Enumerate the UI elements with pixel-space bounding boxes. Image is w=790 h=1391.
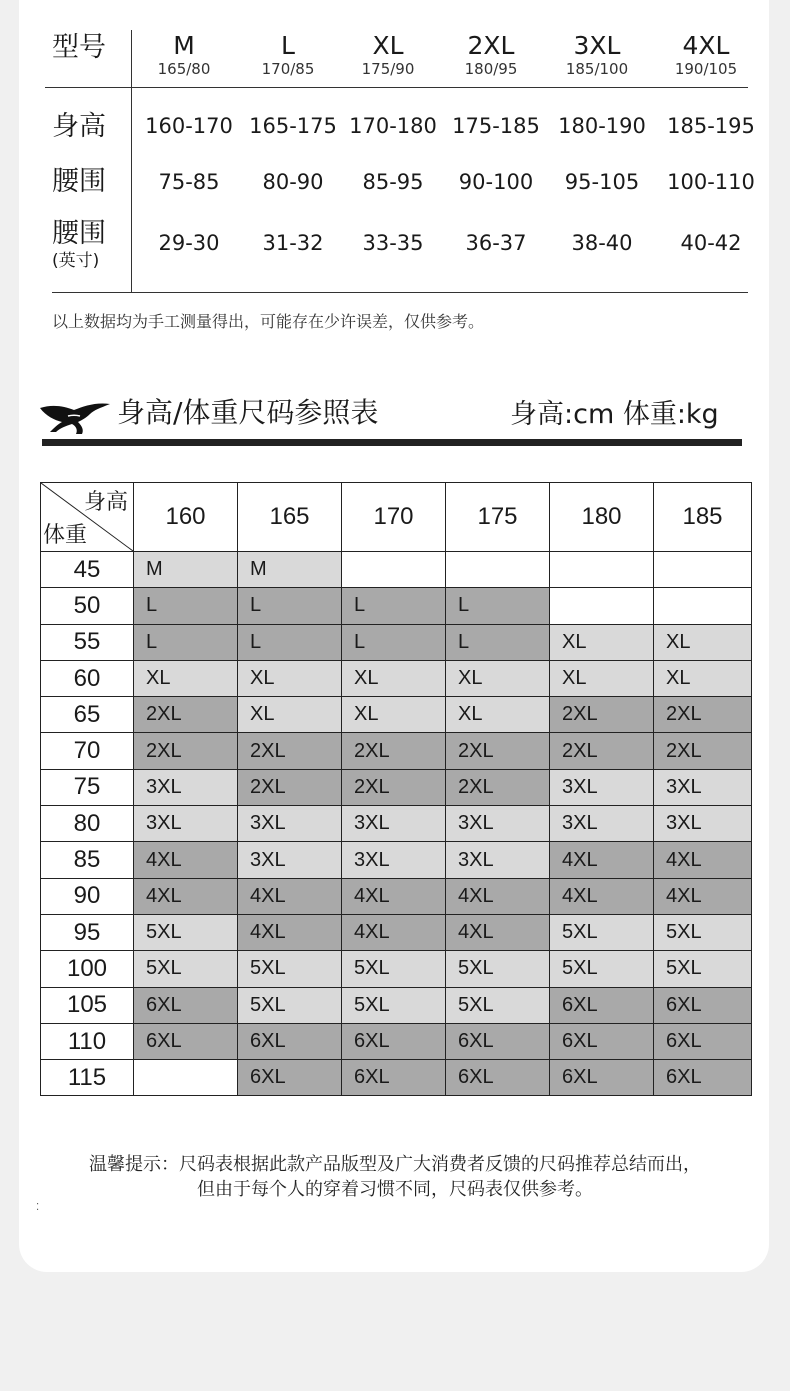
recommended-size-cell: 3XL [134,806,238,842]
weight-row [41,1023,752,1059]
weight-label-cell: 80 [41,806,134,842]
weight-label-cell: 50 [41,588,134,624]
recommended-size-cell: XL [238,697,342,733]
weight-label-cell: 100 [41,951,134,987]
recommended-size-cell: 3XL [550,806,654,842]
recommended-size-cell: 6XL [134,987,238,1023]
weight-label-cell: 60 [41,660,134,696]
recommended-size-cell: 3XL [654,769,752,805]
recommended-size-cell: 3XL [654,806,752,842]
recommended-size-cell [342,552,446,588]
height-header-cell: 175 [446,483,550,552]
recommended-size-cell: 5XL [238,951,342,987]
recommended-size-cell: 6XL [342,1023,446,1059]
size-name: L [281,31,295,60]
recommended-size-cell: 6XL [654,1023,752,1059]
recommended-size-cell: 5XL [134,951,238,987]
recommended-size-cell: 4XL [654,842,752,878]
size-column-header [438,32,544,78]
weight-row [41,878,752,914]
spec-value-cell: 165-175 [249,114,337,138]
spec-value-cell: 36-37 [465,231,527,255]
recommended-size-cell [654,552,752,588]
weight-row [41,1060,752,1096]
height-header-cell: 185 [654,483,752,552]
recommended-size-cell: 6XL [550,1023,654,1059]
recommended-size-cell: L [134,588,238,624]
recommended-size-cell: 3XL [238,806,342,842]
size-code: 180/95 [464,60,518,78]
recommended-size-cell: L [238,588,342,624]
recommended-size-cell: 3XL [342,842,446,878]
unit-label: 身高:cm 体重:kg [510,399,719,430]
recommended-size-cell: 3XL [446,806,550,842]
weight-label-cell: 70 [41,733,134,769]
spec-value-cell: 80-90 [262,170,324,194]
size-code: 175/90 [361,60,415,78]
weight-row [41,624,752,660]
weight-label-cell: 105 [41,987,134,1023]
recommended-size-cell: XL [134,660,238,696]
size-spec-table [0,0,790,340]
spec-value-cell: 85-95 [362,170,424,194]
size-name: 3XL [573,31,621,60]
weight-label-cell: 110 [41,1023,134,1059]
weight-label-cell: 65 [41,697,134,733]
section-title: 身高/体重尺码参照表 [117,396,379,429]
recommended-size-cell: XL [342,697,446,733]
recommended-size-cell: 2XL [238,769,342,805]
recommended-size-cell: 4XL [238,878,342,914]
recommended-size-cell: 4XL [342,914,446,950]
tip-line-1: 温馨提示：尺码表根据此款产品版型及广大消费者反馈的尺码推荐总结而出， [89,1154,701,1175]
recommended-size-cell: 5XL [134,914,238,950]
recommended-size-cell: 4XL [550,878,654,914]
weight-label-cell: 85 [41,842,134,878]
spec-value-cell: 31-32 [262,231,324,255]
recommended-size-cell: 2XL [550,733,654,769]
spec-row-label: 腰围 [52,166,106,197]
recommended-size-cell: 5XL [446,951,550,987]
recommended-size-cell: 6XL [654,987,752,1023]
size-code: 165/80 [157,60,211,78]
recommended-size-cell: 5XL [654,914,752,950]
spec-value-cell: 40-42 [680,231,742,255]
weight-row [41,697,752,733]
recommended-size-cell: 2XL [654,697,752,733]
size-column-header [131,32,237,78]
recommended-size-cell: 5XL [550,951,654,987]
height-header-cell: 170 [342,483,446,552]
size-column-header [335,32,441,78]
recommended-size-cell [446,552,550,588]
weight-label-cell: 115 [41,1060,134,1096]
recommended-size-cell: 5XL [238,987,342,1023]
recommended-size-cell: XL [550,660,654,696]
weight-label-cell: 45 [41,552,134,588]
recommended-size-cell: XL [550,624,654,660]
recommended-size-cell: 5XL [342,987,446,1023]
recommended-size-cell: 3XL [342,806,446,842]
height-header-cell: 160 [134,483,238,552]
tip-line-2: 但由于每个人的穿着习惯不同，尺码表仅供参考。 [197,1179,593,1200]
recommended-size-cell: 4XL [238,914,342,950]
recommended-size-cell: XL [446,697,550,733]
weight-row [41,552,752,588]
size-column-header [653,32,759,78]
recommended-size-cell: 6XL [238,1060,342,1096]
recommended-size-cell: XL [238,660,342,696]
spec-value-cell: 100-110 [667,170,755,194]
recommended-size-cell: M [238,552,342,588]
spec-value-cell: 75-85 [158,170,220,194]
recommended-size-cell: 5XL [342,951,446,987]
recommended-size-cell: 2XL [446,733,550,769]
corner-height-label: 身高 [83,489,128,514]
spec-header-divider [45,87,748,88]
spec-value-cell: 160-170 [145,114,233,138]
recommended-size-cell [550,552,654,588]
recommended-size-cell: XL [342,660,446,696]
size-name: M [173,31,195,60]
recommended-size-cell: 6XL [342,1060,446,1096]
recommended-size-cell: L [446,588,550,624]
recommended-size-cell: 5XL [446,987,550,1023]
spec-value-cell: 38-40 [571,231,633,255]
height-header-cell: 180 [550,483,654,552]
recommended-size-cell: 4XL [654,878,752,914]
recommended-size-cell: 3XL [134,769,238,805]
recommended-size-cell: 2XL [446,769,550,805]
recommended-size-cell: 2XL [134,697,238,733]
recommended-size-cell: 2XL [550,697,654,733]
spec-value-cell: 90-100 [458,170,534,194]
weight-row [41,660,752,696]
weight-row [41,842,752,878]
weight-row [41,914,752,950]
recommended-size-cell: 2XL [238,733,342,769]
recommended-size-cell: 4XL [446,878,550,914]
recommended-size-cell: 4XL [550,842,654,878]
recommended-size-cell: M [134,552,238,588]
recommended-size-cell: L [446,624,550,660]
spec-value-cell: 170-180 [349,114,437,138]
spec-row-label-main: 腰围 [52,218,106,249]
weight-row [41,806,752,842]
recommended-size-cell: 3XL [550,769,654,805]
recommended-size-cell: 2XL [342,769,446,805]
recommended-size-cell: L [342,624,446,660]
spec-value-cell: 180-190 [558,114,646,138]
recommended-size-cell: L [134,624,238,660]
recommended-size-cell: XL [654,660,752,696]
spec-row-label-sub: (英寸) [52,251,100,271]
weight-row [41,951,752,987]
size-column-header [544,32,650,78]
weight-label-cell: 75 [41,769,134,805]
recommended-size-cell: 6XL [654,1060,752,1096]
recommended-size-cell: 6XL [550,1060,654,1096]
spec-value-cell: 185-195 [667,114,755,138]
recommended-size-cell [654,588,752,624]
recommended-size-cell: 2XL [342,733,446,769]
spec-value-cell: 175-185 [452,114,540,138]
section-underline [42,439,742,446]
weight-row [41,769,752,805]
recommended-size-cell: 6XL [446,1023,550,1059]
corner-weight-label: 体重 [43,522,88,547]
size-column-header [235,32,341,78]
recommended-size-cell: 4XL [342,878,446,914]
recommended-size-cell: XL [654,624,752,660]
model-label: 型号 [52,32,106,63]
recommended-size-cell: 5XL [550,914,654,950]
weight-row [41,987,752,1023]
recommended-size-cell: 2XL [134,733,238,769]
recommended-size-cell [550,588,654,624]
weight-row [41,733,752,769]
spec-value-cell: 29-30 [158,231,220,255]
recommended-size-cell: L [238,624,342,660]
size-code: 190/105 [674,60,738,78]
recommended-size-cell: L [342,588,446,624]
size-code: 185/100 [565,60,629,78]
size-name: 4XL [682,31,730,60]
recommended-size-cell: 4XL [446,914,550,950]
height-header-cell: 165 [238,483,342,552]
weight-label-cell: 95 [41,914,134,950]
recommended-size-cell: XL [446,660,550,696]
recommended-size-cell: 4XL [134,878,238,914]
recommended-size-cell: 4XL [134,842,238,878]
weight-row [41,588,752,624]
grid-corner-cell [41,483,134,552]
recommended-size-cell: 6XL [550,987,654,1023]
spec-value-cell: 33-35 [362,231,424,255]
recommended-size-cell: 6XL [134,1023,238,1059]
height-weight-size-grid [40,482,752,1096]
size-name: XL [372,31,404,60]
recommended-size-cell: 6XL [446,1060,550,1096]
measurement-note: 以上数据均为手工测量得出，可能存在少许误差，仅供参考。 [52,312,485,331]
size-code: 170/85 [261,60,315,78]
spec-value-cell: 95-105 [564,170,640,194]
running-animal-logo-icon [38,396,112,436]
weight-label-cell: 55 [41,624,134,660]
size-name: 2XL [467,31,515,60]
spec-bottom-divider [52,292,748,293]
recommended-size-cell [134,1060,238,1096]
recommended-size-cell: 6XL [238,1023,342,1059]
recommended-size-cell: 3XL [238,842,342,878]
spec-row-label [52,219,130,271]
weight-label-cell: 90 [41,878,134,914]
spec-row-label: 身高 [52,111,106,142]
recommended-size-cell: 5XL [654,951,752,987]
stray-mark: ⁚ [36,1202,40,1213]
recommended-size-cell: 2XL [654,733,752,769]
recommended-size-cell: 3XL [446,842,550,878]
